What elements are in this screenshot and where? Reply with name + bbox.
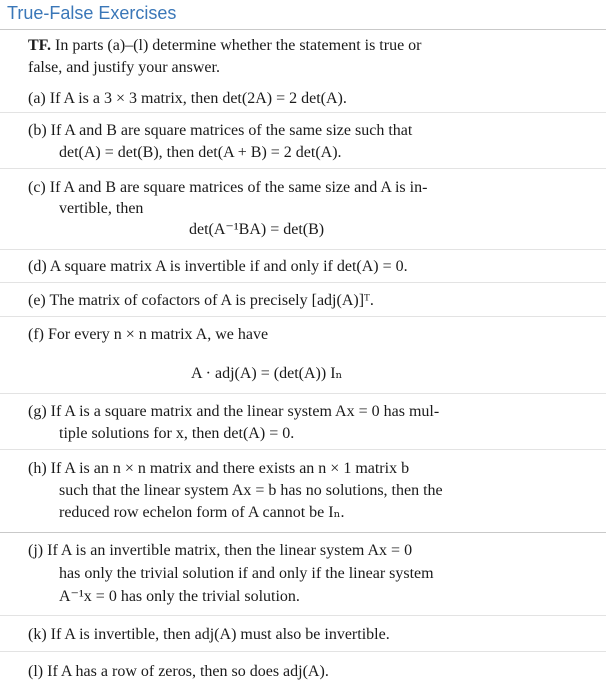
item-text: If A is invertible, then adj(A) must also be invertible. — [50, 626, 390, 643]
item-text: If A and B are square matrices of the same size and A is in- — [49, 179, 428, 196]
item-text: If A is a square matrix and the linear system Ax = 0 has mul- — [50, 403, 440, 420]
item-divider — [0, 651, 606, 652]
item-label: (l) — [28, 663, 44, 680]
item-g — [28, 402, 439, 422]
item-a — [28, 89, 347, 109]
intro-line-2: false, and justify your answer. — [28, 59, 220, 76]
item-text: If A is an invertible matrix, then the linear system Ax = 0 — [47, 542, 413, 559]
item-text-cont: reduced row echelon form of A cannot be Iₙ. — [59, 504, 345, 521]
item-e — [28, 291, 374, 311]
item-divider — [0, 532, 606, 533]
item-text: If A has a row of zeros, then so does adj(A). — [47, 663, 329, 680]
item-k — [28, 625, 390, 645]
item-text: If A is a 3 × 3 matrix, then det(2A) = 2 det(A). — [49, 90, 347, 107]
item-divider — [0, 615, 606, 616]
item-b — [28, 121, 412, 141]
item-text-cont: vertible, then — [59, 200, 144, 217]
item-text: The matrix of cofactors of A is precisely [adj(A)]ᵀ. — [49, 292, 374, 309]
item-text-cont: has only the trivial solution if and only if the linear system — [59, 565, 434, 582]
item-text: If A and B are square matrices of the same size such that — [50, 122, 413, 139]
item-divider — [0, 393, 606, 394]
display-equation: det(A⁻¹BA) = det(B) — [189, 221, 325, 238]
item-label: (j) — [28, 542, 44, 559]
item-j — [28, 541, 412, 561]
item-f — [28, 325, 268, 345]
item-label: (c) — [28, 179, 46, 196]
item-text: For every n × n matrix A, we have — [47, 326, 269, 343]
item-d — [28, 257, 408, 277]
item-c — [28, 178, 427, 198]
item-divider — [0, 112, 606, 113]
intro-text-1: In parts (a)–(l) determine whether the statement is true or — [54, 37, 422, 54]
item-text-cont: tiple solutions for x, then det(A) = 0. — [59, 425, 295, 442]
item-label: (d) — [28, 258, 47, 275]
item-label: (g) — [28, 403, 47, 420]
item-divider — [0, 249, 606, 250]
item-text-cont: det(A) = det(B), then det(A + B) = 2 det(A). — [59, 144, 342, 161]
item-divider — [0, 316, 606, 317]
item-divider — [0, 282, 606, 283]
item-label: (b) — [28, 122, 47, 139]
section-title: True-False Exercises — [7, 3, 177, 23]
item-divider — [0, 168, 606, 169]
item-text: If A is an n × n matrix and there exists an n × 1 matrix b — [50, 460, 410, 477]
item-label: (k) — [28, 626, 47, 643]
item-text: A square matrix A is invertible if and only if det(A) = 0. — [49, 258, 408, 275]
display-equation: A · adj(A) = (det(A)) Iₙ — [191, 365, 343, 382]
tf-label: TF. — [28, 37, 51, 54]
item-text-cont: A⁻¹x = 0 has only the trivial solution. — [59, 588, 300, 605]
item-divider — [0, 449, 606, 450]
item-l — [28, 662, 329, 682]
item-h — [28, 459, 409, 479]
intro-line-1 — [28, 36, 422, 56]
item-label: (f) — [28, 326, 44, 343]
item-label: (h) — [28, 460, 47, 477]
item-label: (a) — [28, 90, 46, 107]
item-text-cont: such that the linear system Ax = b has no solutions, then the — [59, 482, 443, 499]
item-label: (e) — [28, 292, 46, 309]
